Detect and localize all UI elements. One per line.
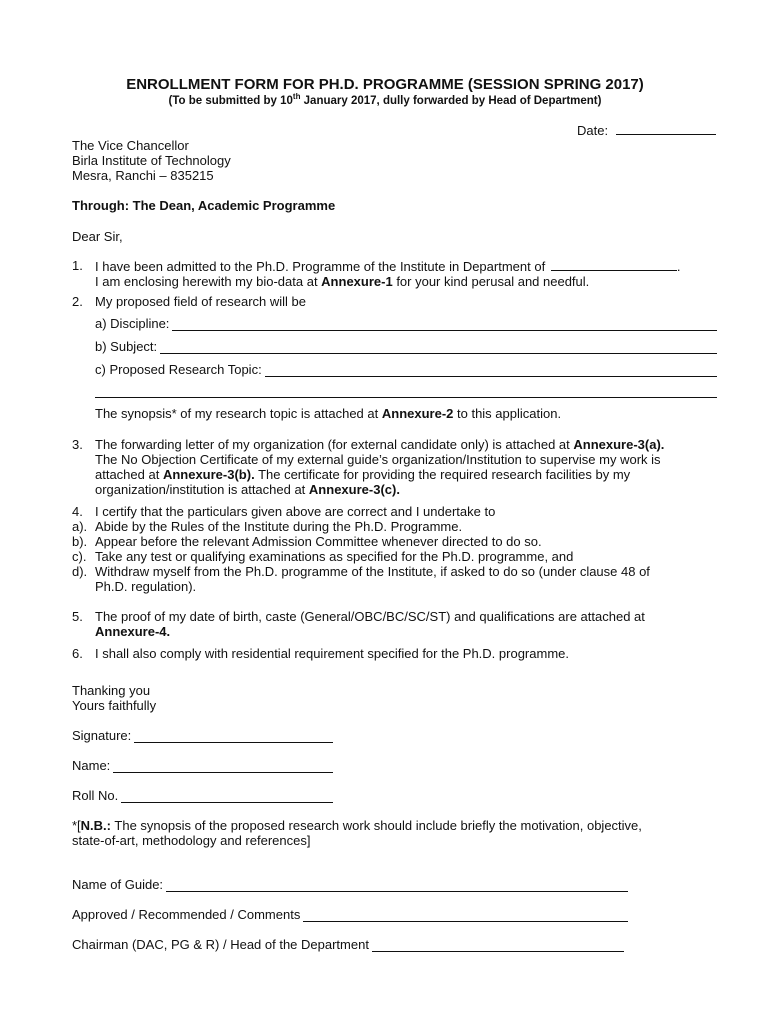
chairman-field[interactable]: [72, 937, 624, 952]
department-field[interactable]: I have been admitted to the Ph.D. Programme of the Institute in Department of .: [95, 259, 681, 274]
addressee-block: [72, 138, 231, 183]
addressee-line: The Vice Chancellor: [72, 138, 189, 153]
item-number: 1.: [72, 258, 83, 273]
chairman-blank[interactable]: [372, 939, 624, 952]
subject-field[interactable]: [95, 339, 717, 354]
addressee-line: Birla Institute of Technology: [72, 153, 231, 168]
item-number: 3.: [72, 437, 83, 452]
discipline-label: a) Discipline:: [95, 316, 170, 331]
item-1-line2: I am enclosing herewith my bio-data at Annexure-1 for your kind perusal and needful.: [95, 274, 590, 289]
item-number: 4.: [72, 504, 83, 519]
research-topic-blank[interactable]: [265, 364, 717, 377]
discipline-field[interactable]: [95, 316, 717, 331]
item-5: The proof of my date of birth, caste (General/OBC/BC/SC/ST) and qualifications are attached at Annexure-4.: [95, 609, 645, 639]
date-blank[interactable]: [616, 122, 716, 135]
item-1-text: I have been admitted to the Ph.D. Programme of the Institute in Department of: [95, 259, 546, 274]
guide-label: Name of Guide:: [72, 877, 164, 892]
roll-no-blank[interactable]: [121, 790, 333, 803]
research-topic-field[interactable]: [95, 362, 717, 377]
salutation: Dear Sir,: [72, 229, 123, 244]
department-blank[interactable]: [551, 258, 677, 271]
addressee-line: Mesra, Ranchi – 835215: [72, 168, 214, 183]
item-3: The forwarding letter of my organization (for external candidate only) is attached at Annexure-3(a). The No Objection Certificate of my external guide’s organization/Institution to supervise my work is attached at Annexure-3(b). The certificate for providing the required research facilities by my organization/institution is attached at Annexure-3(c).: [95, 437, 665, 497]
form-title: ENROLLMENT FORM FOR PH.D. PROGRAMME (SESSION SPRING 2017): [126, 76, 644, 93]
form-subtitle: (To be submitted by 10th January 2017, dully forwarded by Head of Department): [168, 92, 602, 107]
signature-field[interactable]: [72, 728, 333, 743]
item-1: [95, 258, 717, 289]
name-blank[interactable]: [113, 760, 333, 773]
subject-blank[interactable]: [160, 341, 717, 354]
signature-blank[interactable]: [134, 730, 333, 743]
approved-blank[interactable]: [303, 909, 628, 922]
research-topic-blank-2[interactable]: [95, 397, 717, 398]
research-topic-label: c) Proposed Research Topic:: [95, 362, 262, 377]
date-label: Date:: [577, 123, 609, 138]
discipline-blank[interactable]: [172, 318, 717, 331]
item-number: 6.: [72, 646, 83, 661]
synopsis-line: The synopsis* of my research topic is attached at Annexure-2 to this application.: [95, 406, 562, 421]
through-line: Through: The Dean, Academic Programme: [72, 198, 336, 213]
guide-field[interactable]: [72, 877, 628, 892]
guide-blank[interactable]: [166, 879, 628, 892]
approved-field[interactable]: [72, 907, 628, 922]
approved-label: Approved / Recommended / Comments: [72, 907, 301, 922]
signature-label: Signature:: [72, 728, 132, 743]
item-2-text: My proposed field of research will be: [95, 294, 306, 309]
chairman-label: Chairman (DAC, PG & R) / Head of the Department: [72, 937, 369, 952]
item-4-list: a). Abide by the Rules of the Institute during the Ph.D. Programme. b). Appear before the relevant Admission Committee whenever directed to do so. c). Take any test or qualifying examinations as specified for the Ph.D. programme, and d). Withdraw myself from the Ph.D. programme of the Institute, if asked to do so (under clause 48 of Ph.D. regulation).: [72, 519, 650, 594]
roll-no-field[interactable]: [72, 788, 333, 803]
closing: Thanking you Yours faithfully: [72, 683, 157, 713]
date-field[interactable]: [577, 122, 716, 138]
subject-label: b) Subject:: [95, 339, 158, 354]
item-4-text: I certify that the particulars given above are correct and I undertake to: [95, 504, 496, 519]
name-label: Name:: [72, 758, 111, 773]
name-field[interactable]: [72, 758, 333, 773]
roll-no-label: Roll No.: [72, 788, 119, 803]
item-number: 2.: [72, 294, 83, 309]
nb-note: *[N.B.: The synopsis of the proposed research work should include briefly the motivation, objective, state-of-art, methodology and references]: [72, 818, 642, 848]
item-6-text: I shall also comply with residential requirement specified for the Ph.D. programme.: [95, 646, 569, 661]
item-number: 5.: [72, 609, 83, 624]
